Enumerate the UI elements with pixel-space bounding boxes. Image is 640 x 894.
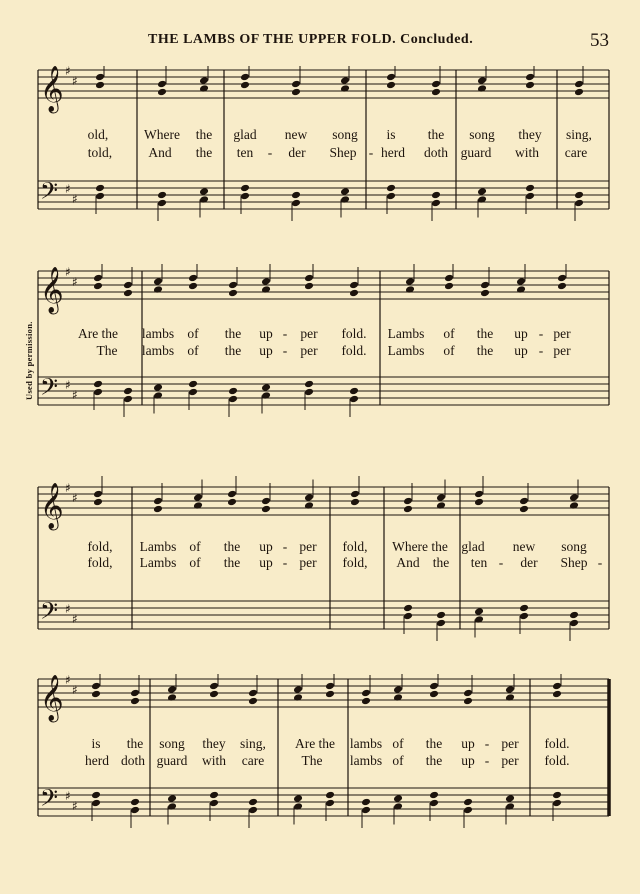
syllable: up bbox=[461, 753, 475, 768]
sharp-icon: ♯ bbox=[72, 799, 78, 813]
note-head bbox=[95, 81, 105, 90]
syllable: - bbox=[282, 555, 288, 570]
note-head bbox=[403, 604, 413, 613]
note-head bbox=[429, 791, 439, 800]
syllable: up bbox=[514, 343, 528, 358]
syllable: the bbox=[432, 555, 450, 570]
note-head bbox=[350, 498, 360, 507]
bass-clef-icon: 𝄢 bbox=[40, 177, 59, 210]
note-head bbox=[431, 80, 441, 89]
syllable: the bbox=[195, 127, 213, 142]
syllable: lambs bbox=[349, 753, 383, 768]
syllable: care bbox=[241, 753, 265, 768]
note-head bbox=[574, 80, 584, 89]
lyric-line-1-verse-2 bbox=[0, 145, 640, 161]
note-head bbox=[304, 388, 314, 397]
note-head bbox=[474, 490, 484, 499]
sharp-icon: ♯ bbox=[72, 612, 78, 626]
syllable: per bbox=[501, 736, 519, 751]
syllable: the bbox=[224, 326, 242, 341]
syllable: old, bbox=[87, 127, 109, 142]
note-head bbox=[227, 490, 237, 499]
syllable: per bbox=[299, 555, 317, 570]
note-head bbox=[349, 387, 359, 396]
note-head bbox=[291, 80, 301, 89]
note-head bbox=[157, 80, 167, 89]
syllable: song bbox=[159, 736, 185, 751]
note-head bbox=[248, 806, 258, 815]
note-head bbox=[261, 277, 271, 286]
syllable: Lambs bbox=[139, 555, 177, 570]
note-head bbox=[386, 73, 396, 82]
note-head bbox=[325, 682, 335, 691]
note-head bbox=[525, 81, 535, 90]
syllable: guard bbox=[460, 145, 492, 160]
note-head bbox=[130, 806, 140, 815]
syllable: the bbox=[224, 343, 242, 358]
syllable: lambs bbox=[349, 736, 383, 751]
syllable: - bbox=[368, 145, 374, 160]
note-head bbox=[157, 199, 167, 208]
note-head bbox=[525, 184, 535, 193]
note-head bbox=[153, 277, 163, 286]
syllable: per bbox=[553, 343, 571, 358]
note-head bbox=[349, 281, 359, 290]
note-head bbox=[480, 289, 490, 298]
note-head bbox=[552, 799, 562, 808]
syllable: And bbox=[148, 145, 172, 160]
note-head bbox=[557, 274, 567, 283]
note-head bbox=[199, 187, 209, 196]
syllable: lambs bbox=[141, 326, 175, 341]
note-head bbox=[405, 277, 415, 286]
syllable: per bbox=[300, 343, 318, 358]
syllable: up bbox=[259, 343, 273, 358]
syllable: fold, bbox=[87, 539, 113, 554]
treble-clef-icon: 𝄞 bbox=[40, 483, 64, 529]
syllable: sing, bbox=[240, 736, 266, 751]
syllable: the bbox=[476, 343, 494, 358]
note-head bbox=[199, 76, 209, 85]
syllable: Are the bbox=[294, 736, 336, 751]
note-head bbox=[240, 184, 250, 193]
note-head bbox=[240, 192, 250, 201]
syllable: of bbox=[443, 326, 455, 341]
note-head bbox=[261, 383, 271, 392]
syllable: - bbox=[538, 326, 544, 341]
syllable: fold. bbox=[341, 343, 367, 358]
note-head bbox=[228, 387, 238, 396]
note-head bbox=[209, 690, 219, 699]
note-head bbox=[505, 794, 515, 803]
syllable: Shep bbox=[560, 555, 588, 570]
note-head bbox=[349, 289, 359, 298]
syllable: - bbox=[498, 555, 504, 570]
note-head bbox=[188, 282, 198, 291]
syllable: glad bbox=[461, 539, 485, 554]
note-head bbox=[525, 73, 535, 82]
syllable: fold. bbox=[544, 753, 570, 768]
sharp-icon: ♯ bbox=[72, 74, 78, 88]
bass-clef-icon: 𝄢 bbox=[40, 784, 59, 817]
treble-clef-icon: 𝄞 bbox=[40, 66, 64, 112]
note-head bbox=[552, 682, 562, 691]
note-head bbox=[444, 282, 454, 291]
note-head bbox=[574, 191, 584, 200]
note-head bbox=[350, 490, 360, 499]
syllable: of bbox=[443, 343, 455, 358]
sharp-icon: ♯ bbox=[65, 481, 71, 495]
note-head bbox=[93, 490, 103, 499]
note-head bbox=[519, 497, 529, 506]
syllable: the bbox=[126, 736, 144, 751]
note-head bbox=[436, 619, 446, 628]
note-head bbox=[431, 191, 441, 200]
syllable: the bbox=[425, 753, 443, 768]
note-head bbox=[519, 612, 529, 621]
syllable: with bbox=[201, 753, 227, 768]
note-head bbox=[123, 289, 133, 298]
note-head bbox=[261, 497, 271, 506]
note-head bbox=[569, 493, 579, 502]
syllable: is bbox=[386, 127, 396, 142]
syllable: up bbox=[461, 736, 475, 751]
note-head bbox=[95, 184, 105, 193]
note-head bbox=[403, 505, 413, 514]
note-head bbox=[429, 799, 439, 808]
note-head bbox=[93, 380, 103, 389]
syllable: - bbox=[484, 753, 490, 768]
note-head bbox=[123, 387, 133, 396]
note-head bbox=[227, 498, 237, 507]
note-head bbox=[477, 76, 487, 85]
note-head bbox=[516, 277, 526, 286]
syllable: song bbox=[332, 127, 358, 142]
syllable: - bbox=[282, 539, 288, 554]
note-head bbox=[361, 806, 371, 815]
note-head bbox=[474, 607, 484, 616]
note-head bbox=[386, 81, 396, 90]
note-head bbox=[436, 611, 446, 620]
note-head bbox=[248, 697, 258, 706]
syllable: of bbox=[187, 343, 199, 358]
note-head bbox=[393, 794, 403, 803]
note-head bbox=[93, 388, 103, 397]
note-head bbox=[480, 281, 490, 290]
note-head bbox=[474, 498, 484, 507]
note-head bbox=[325, 799, 335, 808]
sharp-icon: ♯ bbox=[65, 602, 71, 616]
note-head bbox=[557, 282, 567, 291]
note-head bbox=[93, 498, 103, 507]
syllable: is bbox=[91, 736, 101, 751]
note-head bbox=[188, 380, 198, 389]
note-head bbox=[293, 685, 303, 694]
syllable: up bbox=[259, 555, 273, 570]
syllable: they bbox=[202, 736, 226, 751]
note-head bbox=[261, 505, 271, 514]
note-head bbox=[153, 383, 163, 392]
note-head bbox=[349, 395, 359, 404]
lyric-line-3-verse-2 bbox=[0, 555, 640, 571]
syllable: Where bbox=[144, 127, 180, 142]
note-head bbox=[188, 388, 198, 397]
note-head bbox=[188, 274, 198, 283]
sharp-icon: ♯ bbox=[72, 275, 78, 289]
note-head bbox=[463, 689, 473, 698]
syllable: up bbox=[259, 539, 273, 554]
syllable: guard bbox=[156, 753, 188, 768]
syllable: Where the bbox=[392, 539, 448, 554]
syllable: new bbox=[512, 539, 536, 554]
note-head bbox=[153, 505, 163, 514]
note-head bbox=[123, 281, 133, 290]
syllable: - bbox=[538, 343, 544, 358]
syllable: Lambs bbox=[139, 539, 177, 554]
syllable: fold. bbox=[544, 736, 570, 751]
note-head bbox=[130, 689, 140, 698]
note-head bbox=[93, 274, 103, 283]
note-head bbox=[361, 798, 371, 807]
syllable: Shep bbox=[329, 145, 357, 160]
page-header bbox=[0, 30, 640, 54]
syllable: up bbox=[259, 326, 273, 341]
syllable: told, bbox=[87, 145, 113, 160]
note-head bbox=[340, 187, 350, 196]
note-head bbox=[340, 76, 350, 85]
note-head bbox=[552, 791, 562, 800]
syllable: doth bbox=[423, 145, 449, 160]
note-head bbox=[431, 199, 441, 208]
note-head bbox=[463, 697, 473, 706]
note-head bbox=[403, 612, 413, 621]
sharp-icon: ♯ bbox=[65, 789, 71, 803]
syllable: Are the bbox=[77, 326, 119, 341]
syllable: of bbox=[392, 736, 404, 751]
note-head bbox=[240, 73, 250, 82]
syllable: - bbox=[484, 736, 490, 751]
syllable: The bbox=[96, 343, 118, 358]
syllable: up bbox=[514, 326, 528, 341]
note-head bbox=[361, 689, 371, 698]
note-head bbox=[228, 395, 238, 404]
note-head bbox=[193, 493, 203, 502]
syllable: the bbox=[425, 736, 443, 751]
note-head bbox=[361, 697, 371, 706]
note-head bbox=[167, 685, 177, 694]
note-head bbox=[95, 192, 105, 201]
syllable: Lambs bbox=[387, 343, 425, 358]
note-head bbox=[386, 192, 396, 201]
syllable: the bbox=[223, 555, 241, 570]
syllable: song bbox=[561, 539, 587, 554]
syllable: And bbox=[396, 555, 420, 570]
note-head bbox=[291, 88, 301, 97]
treble-clef-icon: 𝄞 bbox=[40, 675, 64, 721]
note-head bbox=[248, 798, 258, 807]
note-head bbox=[519, 604, 529, 613]
note-head bbox=[167, 794, 177, 803]
syllable: Lambs bbox=[387, 326, 425, 341]
syllable: per bbox=[299, 539, 317, 554]
syllable: of bbox=[189, 555, 201, 570]
note-head bbox=[91, 690, 101, 699]
syllable: of bbox=[189, 539, 201, 554]
note-head bbox=[130, 798, 140, 807]
note-head bbox=[386, 184, 396, 193]
syllable: song bbox=[469, 127, 495, 142]
bass-clef-icon: 𝄢 bbox=[40, 597, 59, 630]
sharp-icon: ♯ bbox=[72, 683, 78, 697]
bass-clef-icon: 𝄢 bbox=[40, 373, 59, 406]
hymn-title: THE LAMBS OF THE UPPER FOLD. Concluded. bbox=[148, 32, 474, 47]
sharp-icon: ♯ bbox=[65, 182, 71, 196]
syllable: the bbox=[223, 539, 241, 554]
note-head bbox=[93, 282, 103, 291]
syllable: the bbox=[476, 326, 494, 341]
syllable: per bbox=[553, 326, 571, 341]
lyric-line-4-verse-2 bbox=[0, 753, 640, 769]
treble-clef-icon: 𝄞 bbox=[40, 267, 64, 313]
note-head bbox=[228, 281, 238, 290]
syllable: - bbox=[267, 145, 273, 160]
note-head bbox=[304, 282, 314, 291]
note-head bbox=[325, 690, 335, 699]
sharp-icon: ♯ bbox=[72, 192, 78, 206]
note-head bbox=[477, 187, 487, 196]
note-head bbox=[463, 806, 473, 815]
syllable: per bbox=[300, 326, 318, 341]
note-head bbox=[240, 81, 250, 90]
syllable: ten bbox=[470, 555, 488, 570]
syllable: The bbox=[301, 753, 323, 768]
lyric-line-3-verse-1 bbox=[0, 539, 640, 555]
syllable: - bbox=[282, 343, 288, 358]
note-head bbox=[403, 497, 413, 506]
syllable: fold. bbox=[341, 326, 367, 341]
syllable: - bbox=[282, 326, 288, 341]
note-head bbox=[209, 799, 219, 808]
syllable: lambs bbox=[141, 343, 175, 358]
permission-note: Used by permission. bbox=[24, 321, 34, 400]
syllable: they bbox=[518, 127, 542, 142]
note-head bbox=[157, 191, 167, 200]
note-head bbox=[525, 192, 535, 201]
lyric-line-4-verse-1 bbox=[0, 736, 640, 752]
syllable: herd bbox=[381, 145, 405, 160]
syllable: per bbox=[501, 753, 519, 768]
note-head bbox=[569, 619, 579, 628]
syllable: - bbox=[597, 555, 603, 570]
note-head bbox=[157, 88, 167, 97]
note-head bbox=[569, 611, 579, 620]
note-head bbox=[304, 493, 314, 502]
note-head bbox=[209, 791, 219, 800]
syllable: fold, bbox=[87, 555, 113, 570]
lyric-line-1-verse-1 bbox=[0, 127, 640, 143]
note-head bbox=[574, 88, 584, 97]
note-head bbox=[130, 697, 140, 706]
syllable: der bbox=[520, 555, 538, 570]
lyric-line-2-verse-1 bbox=[0, 326, 640, 342]
syllable: fold, bbox=[342, 555, 368, 570]
note-head bbox=[228, 289, 238, 298]
syllable: new bbox=[284, 127, 308, 142]
sharp-icon: ♯ bbox=[65, 674, 71, 687]
note-head bbox=[293, 794, 303, 803]
syllable: der bbox=[288, 145, 306, 160]
syllable: of bbox=[187, 326, 199, 341]
note-head bbox=[552, 690, 562, 699]
sharp-icon: ♯ bbox=[65, 265, 71, 279]
note-head bbox=[429, 690, 439, 699]
note-head bbox=[444, 274, 454, 283]
note-head bbox=[429, 682, 439, 691]
note-head bbox=[325, 791, 335, 800]
note-head bbox=[574, 199, 584, 208]
lyric-line-2-verse-2 bbox=[0, 343, 640, 359]
note-head bbox=[291, 191, 301, 200]
sharp-icon: ♯ bbox=[72, 388, 78, 402]
syllable: glad bbox=[233, 127, 257, 142]
note-head bbox=[463, 798, 473, 807]
note-head bbox=[248, 689, 258, 698]
syllable: of bbox=[392, 753, 404, 768]
note-head bbox=[304, 380, 314, 389]
syllable: care bbox=[564, 145, 588, 160]
note-head bbox=[209, 682, 219, 691]
note-head bbox=[123, 395, 133, 404]
syllable: ten bbox=[236, 145, 254, 160]
note-head bbox=[505, 685, 515, 694]
note-head bbox=[393, 685, 403, 694]
syllable: with bbox=[514, 145, 540, 160]
syllable: fold, bbox=[342, 539, 368, 554]
sharp-icon: ♯ bbox=[65, 378, 71, 392]
note-head bbox=[436, 493, 446, 502]
syllable: doth bbox=[120, 753, 146, 768]
sharp-icon: ♯ bbox=[72, 491, 78, 505]
sharp-icon: ♯ bbox=[65, 66, 71, 78]
note-head bbox=[91, 682, 101, 691]
note-head bbox=[153, 497, 163, 506]
page-number: 53 bbox=[590, 30, 609, 51]
note-head bbox=[519, 505, 529, 514]
note-head bbox=[291, 199, 301, 208]
syllable: sing, bbox=[566, 127, 592, 142]
note-head bbox=[91, 791, 101, 800]
syllable: herd bbox=[85, 753, 109, 768]
note-head bbox=[431, 88, 441, 97]
syllable: the bbox=[427, 127, 445, 142]
note-head bbox=[91, 799, 101, 808]
note-head bbox=[304, 274, 314, 283]
note-head bbox=[95, 73, 105, 82]
syllable: the bbox=[195, 145, 213, 160]
